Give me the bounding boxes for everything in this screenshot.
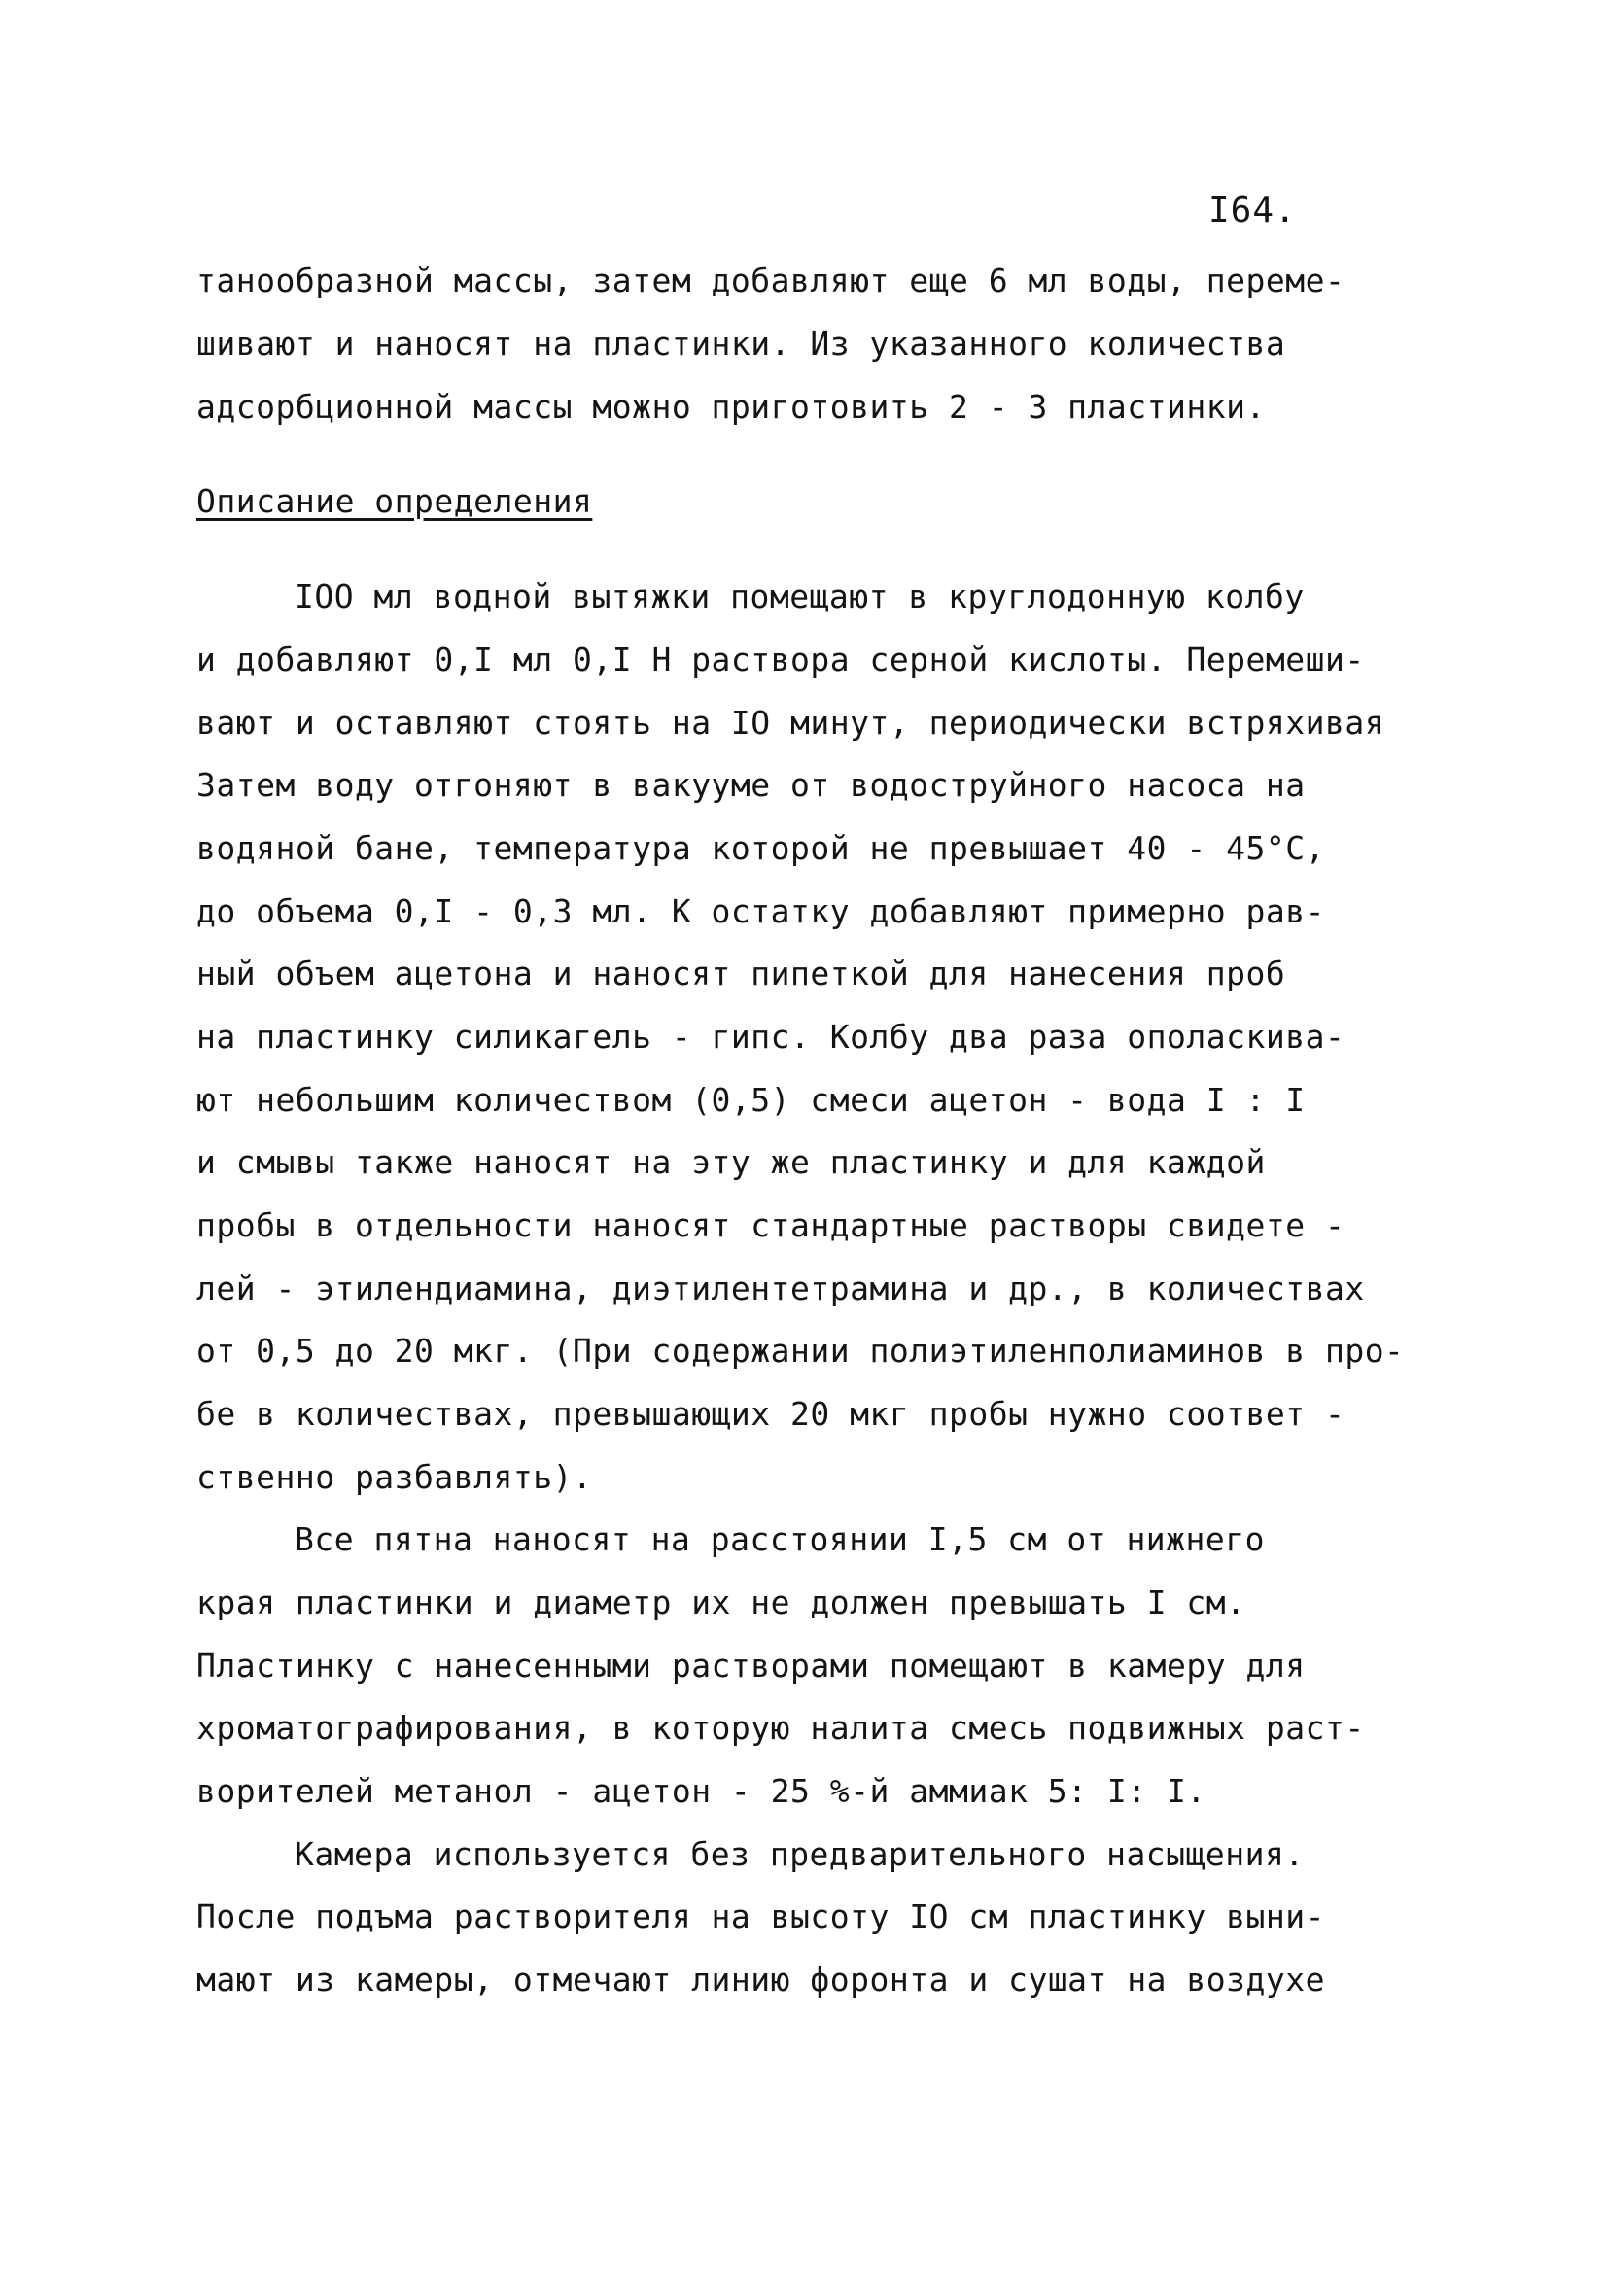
paragraph-2-line-5: водяной бане, температура которой не превышает 40 - 45°С, [196,829,1325,867]
paragraph-2-line-2: и добавляют 0,I мл 0,I Н раствора серной кислоты. Перемеши- [196,641,1365,678]
paragraph-2-line-7: ный объем ацетона и наносят пипеткой для нанесения проб [196,955,1286,992]
paragraph-4-line-2: После подъма растворителя на высоту IO см пластинку выни- [196,1897,1325,1935]
paragraph-1-line-2: шивают и наносят на пластинки. Из указанного количества [196,325,1286,363]
paragraph-3-line-1: Все пятна наносят на расстоянии I,5 см от нижнего [295,1520,1266,1558]
paragraph-1-line-1: танообразной массы, затем добавляют еще 6 мл воды, переме- [196,261,1345,299]
paragraph-2-line-4: Затем воду отгоняют в вакууме от водоструйного насоса на [196,766,1306,804]
paragraph-4-line-1: Камера используется без предварительного насыщения. [295,1835,1305,1873]
section-heading: Описание определения [196,482,593,520]
paragraph-3-line-3: Пластинку с нанесенными растворами помещают в камеру для [196,1647,1306,1685]
paragraph-3-line-2: края пластинки и диаметр их не должен превышать I см. [196,1583,1246,1621]
paragraph-2-line-3: вают и оставляют стоять на IO минут, периодически встряхивая [196,704,1385,742]
paragraph-2-line-15: ственно разбавлять). [196,1458,593,1496]
paragraph-4-line-3: мают из камеры, отмечают линию форонта и сушат на воздухе [196,1961,1325,1999]
paragraph-1-line-3: адсорбционной массы можно приготовить 2 - 3 пластинки. [196,388,1266,426]
paragraph-2-line-9: ют небольшим количеством (0,5) смеси ацетон - вода I : I [196,1081,1306,1119]
paragraph-2-line-11: пробы в отдельности наносят стандартные растворы свидете - [196,1206,1345,1244]
paragraph-2-line-1: IOO мл водной вытяжки помещают в круглодонную колбу [295,577,1305,615]
paragraph-2-line-14: бе в количествах, превышающих 20 мкг пробы нужно соответ - [196,1395,1345,1433]
paragraph-2-line-13: от 0,5 до 20 мкг. (При содержании полиэтиленполиаминов в про- [196,1332,1405,1370]
paragraph-3-line-5: ворителей метанол - ацетон - 25 %-й аммиак 5: I: I. [196,1772,1206,1810]
paragraph-2-line-10: и смывы также наносят на эту же пластинку и для каждой [196,1143,1266,1181]
paragraph-2-line-8: на пластинку силикагель - гипс. Колбу два раза ополаскива- [196,1018,1345,1056]
page-number: I64. [1208,191,1297,230]
paragraph-2-line-6: до объема 0,I - 0,3 мл. К остатку добавляют примерно рав- [196,892,1325,930]
paragraph-3-line-4: хроматографирования, в которую налита смесь подвижных раст- [196,1709,1365,1747]
paragraph-2-line-12: лей - этилендиамина, диэтилентетрамина и др., в количествах [196,1270,1365,1307]
